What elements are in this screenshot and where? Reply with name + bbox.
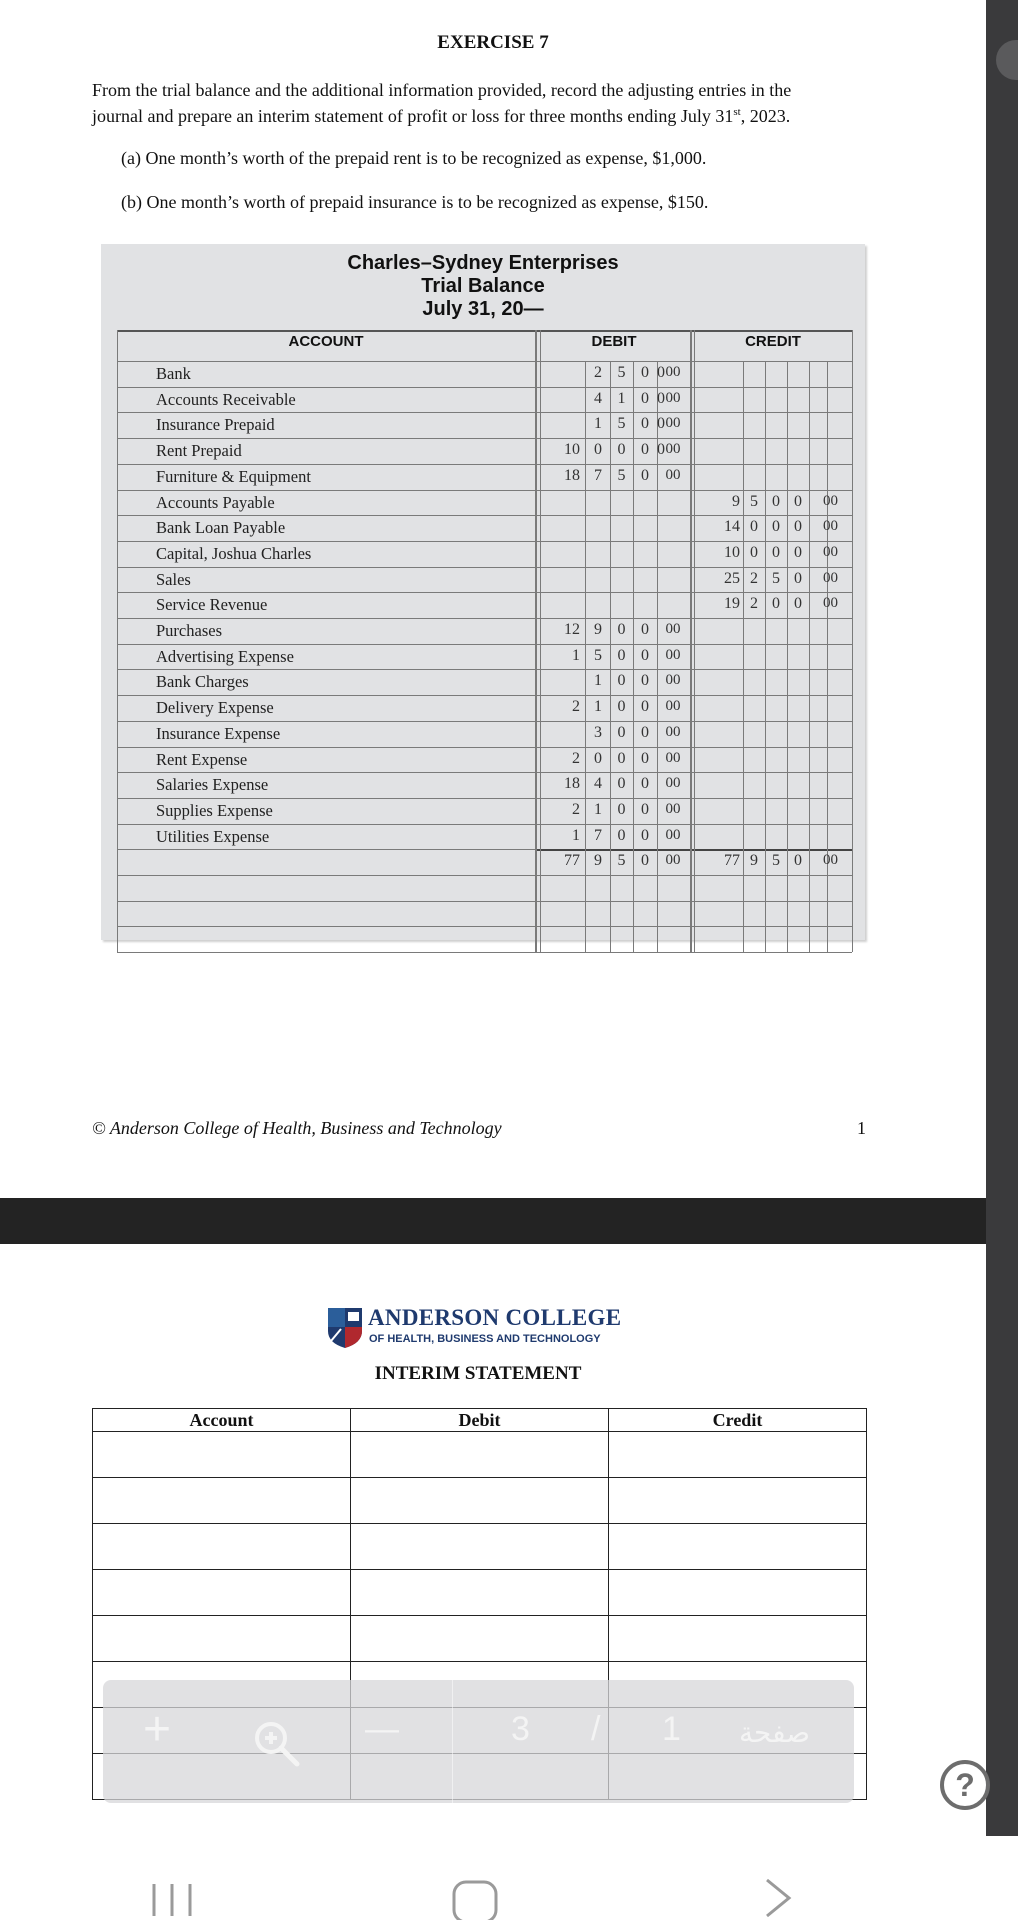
debit-cents: 00	[665, 672, 681, 689]
debit-digit: 0	[594, 441, 602, 459]
page-separator	[0, 1198, 986, 1244]
account-name: Rent Expense	[156, 749, 248, 769]
debit-amount: 1	[572, 646, 580, 664]
table-cell[interactable]	[93, 1524, 351, 1570]
credit-digit: 0	[772, 518, 780, 536]
credit-cents: 00	[823, 595, 838, 612]
account-column-header: ACCOUNT	[288, 333, 364, 350]
debit-digit: 1	[617, 389, 626, 407]
back-chevron-icon[interactable]	[763, 1878, 793, 1923]
grid-line	[117, 361, 852, 362]
account-name: Supplies Expense	[156, 800, 273, 820]
debit-digit: 0	[617, 646, 626, 664]
account-name: Utilities Expense	[156, 826, 270, 846]
account-name: Service Revenue	[156, 595, 268, 615]
grid-line	[535, 330, 537, 952]
debit-cents: 00	[665, 364, 681, 380]
grid-line	[117, 387, 852, 388]
grid-line	[117, 618, 852, 619]
grid-line	[117, 592, 852, 593]
table-row	[93, 1524, 867, 1570]
table-cell[interactable]	[351, 1570, 609, 1616]
credit-digit: 5	[750, 492, 758, 510]
home-icon[interactable]	[452, 1880, 498, 1925]
credit-digit: 2	[750, 569, 758, 587]
grid-line	[852, 330, 853, 952]
trial-balance-title: Trial Balance	[421, 275, 545, 297]
debit-column-header: DEBIT	[591, 333, 637, 350]
debit-digit: 9	[594, 852, 602, 870]
debit-digit: 0	[641, 698, 649, 716]
credit-digit: 9	[750, 852, 758, 870]
table-cell[interactable]	[351, 1524, 609, 1570]
account-name: Delivery Expense	[156, 698, 274, 718]
table-cell[interactable]	[609, 1616, 867, 1662]
table-cell[interactable]	[351, 1478, 609, 1524]
debit-digit: 0	[641, 646, 649, 664]
debit-cents: 00	[665, 852, 681, 869]
debit-digit: 0	[641, 441, 649, 459]
credit-amount: 9	[732, 492, 740, 510]
credit-digit: 0	[794, 543, 802, 561]
debit-digit: 0	[617, 698, 626, 716]
grid-line	[117, 926, 852, 927]
grid-line	[117, 875, 852, 876]
grid-line	[117, 901, 852, 902]
table-cell[interactable]	[609, 1432, 867, 1478]
grid-line	[117, 412, 852, 413]
debit-digit: 5	[617, 415, 626, 433]
debit-digit: 2	[594, 364, 602, 381]
account-name: Bank Loan Payable	[156, 518, 286, 538]
account-name: Rent Prepaid	[156, 441, 242, 461]
android-nav-bar	[0, 1836, 1018, 1918]
grid-line	[117, 541, 852, 542]
grid-line	[117, 644, 852, 645]
debit-cents: 00	[665, 621, 681, 637]
grid-line	[694, 330, 695, 952]
company-name: Charles–Sydney Enterprises	[347, 252, 619, 274]
debit-cents: 00	[665, 698, 681, 715]
table-cell[interactable]	[93, 1616, 351, 1662]
credit-cents: 00	[823, 543, 838, 560]
debit-digit: 1	[594, 698, 602, 716]
instructions-line-1: From the trial balance and the additional information provided, record the adjusting entries in the	[92, 80, 792, 100]
credit-digit: 0	[772, 543, 780, 561]
credit-digit: 0	[794, 595, 802, 613]
credit-amount: 10	[724, 543, 740, 561]
debit-digit: 7	[594, 466, 602, 484]
debit-digit: 0	[617, 672, 626, 690]
debit-digit: 5	[617, 852, 626, 870]
credit-amount: 19	[724, 595, 740, 613]
grid-line	[117, 515, 852, 516]
credit-amount: 14	[724, 518, 740, 536]
debit-amount: 10	[564, 441, 580, 459]
credit-header: Credit	[609, 1409, 867, 1432]
page-separator-slash: /	[591, 1710, 601, 1748]
debit-digit: 4	[594, 775, 602, 793]
debit-digit: 0	[641, 364, 649, 381]
account-name: Accounts Receivable	[156, 389, 296, 409]
credit-amount: 25	[724, 569, 740, 587]
grid-line	[117, 330, 118, 952]
interim-statement-title: INTERIM STATEMENT	[374, 1363, 582, 1384]
debit-digit: 0	[641, 415, 649, 433]
grid-line	[117, 669, 852, 670]
account-header: Account	[93, 1409, 351, 1432]
debit-cents: 00	[665, 826, 681, 843]
debit-digit: 7	[594, 826, 602, 844]
account-name: Salaries Expense	[156, 775, 269, 795]
college-subtitle: OF HEALTH, BUSINESS AND TECHNOLOGY	[369, 1333, 601, 1345]
debit-digit: 0	[594, 749, 602, 767]
debit-cents: 00	[665, 441, 681, 458]
help-button[interactable]: ?	[940, 1760, 990, 1810]
debit-digit: 1	[594, 415, 602, 433]
debit-cents: 00	[665, 723, 681, 740]
grid-line	[117, 695, 852, 696]
debit-amount: 2	[572, 698, 580, 716]
current-page[interactable]: 1	[662, 1710, 681, 1748]
account-name: Purchases	[156, 621, 222, 640]
table-row	[93, 1432, 867, 1478]
credit-digit: 0	[794, 492, 802, 510]
table-header-row	[93, 1409, 867, 1432]
college-name: ANDERSON COLLEGE	[368, 1305, 622, 1330]
exercise-title: EXERCISE 7	[437, 32, 549, 53]
debit-amount: 2	[572, 800, 580, 818]
credit-digit: 0	[750, 543, 758, 561]
debit-amount: 1	[572, 826, 580, 844]
account-name: Sales	[156, 569, 191, 589]
trial-balance-date: July 31, 20—	[422, 298, 544, 320]
instructions-line-2: journal and prepare an interim statement of profit or loss for three months ending July 31st, 2023.	[92, 106, 791, 126]
account-name: Insurance Prepaid	[156, 415, 275, 435]
account-name: Advertising Expense	[156, 646, 294, 666]
table-cell[interactable]	[609, 1570, 867, 1616]
adjustment-a: (a) One month’s worth of the prepaid rent is to be recognized as expense, $1,000.	[121, 148, 707, 168]
credit-digit: 0	[750, 518, 758, 536]
debit-cents: 00	[665, 389, 681, 406]
debit-digit: 0	[641, 672, 649, 690]
debit-digit: 0	[641, 466, 649, 484]
debit-digit: 0	[641, 723, 649, 741]
credit-digit: 5	[772, 852, 780, 870]
page-label: صفحة	[739, 1717, 811, 1748]
credit-amount: 77	[724, 852, 740, 870]
credit-cents: 00	[823, 569, 838, 586]
debit-digit: 0	[617, 441, 626, 459]
credit-digit: 0	[794, 569, 802, 587]
debit-amount: 18	[564, 775, 580, 793]
zoom-magnifier-icon[interactable]	[253, 1720, 305, 1777]
debit-digit: 9	[594, 621, 602, 638]
zoom-in-button[interactable]: +	[143, 1703, 172, 1756]
debit-digit: 0	[617, 723, 626, 741]
recent-apps-icon[interactable]	[150, 1882, 194, 1923]
debit-header: Debit	[351, 1409, 609, 1432]
debit-digit: 5	[617, 364, 626, 381]
college-logo-icon	[327, 1307, 363, 1354]
grid-line	[117, 824, 852, 825]
grid-line	[117, 464, 852, 465]
grid-line	[690, 330, 692, 952]
debit-digit: 0	[617, 621, 626, 638]
grid-line	[117, 490, 852, 491]
credit-digit: 0	[794, 518, 802, 536]
account-name: Bank	[156, 364, 191, 383]
account-name: Bank Charges	[156, 672, 249, 692]
debit-digit: 0	[641, 800, 649, 818]
debit-digit: 1	[594, 800, 602, 818]
debit-digit: 0	[617, 775, 626, 793]
debit-digit: 0	[641, 775, 649, 793]
debit-cents: 00	[665, 775, 681, 792]
credit-digit: 0	[794, 852, 802, 870]
table-cell[interactable]	[93, 1570, 351, 1616]
debit-amount: 77	[564, 852, 580, 870]
debit-digit: 3	[594, 723, 602, 741]
debit-digit: 0	[617, 749, 626, 767]
table-cell[interactable]	[609, 1478, 867, 1524]
debit-digit: 4	[594, 389, 602, 407]
credit-column-header: CREDIT	[745, 333, 801, 350]
debit-cents: 00	[665, 800, 681, 817]
grid-line	[117, 330, 852, 332]
credit-cents: 00	[823, 492, 838, 509]
debit-digit: 0	[641, 826, 649, 844]
table-cell[interactable]	[351, 1616, 609, 1662]
grid-line	[117, 567, 852, 568]
debit-cents: 00	[665, 415, 681, 432]
debit-amount: 18	[564, 466, 580, 484]
account-name: Insurance Expense	[156, 723, 281, 743]
debit-cents: 00	[665, 646, 681, 663]
grid-line	[117, 438, 852, 439]
zoom-out-button[interactable]: —	[365, 1710, 399, 1748]
debit-amount: 2	[572, 749, 580, 767]
account-name: Furniture & Equipment	[156, 466, 311, 486]
debit-digit: 0	[641, 852, 649, 870]
debit-digit: 0	[641, 749, 649, 767]
debit-digit: 0	[617, 800, 626, 818]
account-name: Capital, Joshua Charles	[156, 543, 312, 563]
instructions	[92, 79, 892, 127]
credit-digit: 0	[772, 492, 780, 510]
table-cell[interactable]	[93, 1432, 351, 1478]
adjustment-b: (b) One month’s worth of prepaid insurance is to be recognized as expense, $150.	[121, 192, 709, 212]
table-row	[93, 1616, 867, 1662]
debit-digit: 0	[641, 389, 649, 407]
table-row	[93, 1570, 867, 1616]
table-cell[interactable]	[351, 1432, 609, 1478]
grid-line	[117, 747, 852, 748]
debit-digit: 5	[617, 466, 626, 484]
viewer-side-strip	[986, 0, 1018, 1836]
page-number: 1	[857, 1118, 866, 1138]
pdf-viewer-toolbar	[103, 1680, 854, 1803]
table-cell[interactable]	[93, 1478, 351, 1524]
debit-digit: 5	[594, 646, 602, 664]
debit-cents: 00	[665, 749, 681, 766]
credit-cents: 00	[823, 518, 838, 535]
grid-line	[117, 772, 852, 773]
debit-digit: 1	[594, 672, 602, 690]
grid-line	[117, 721, 852, 722]
credit-digit: 5	[772, 569, 780, 587]
credit-cents: 00	[823, 852, 838, 869]
grid-line	[117, 952, 852, 953]
debit-cents: 00	[665, 466, 681, 483]
account-name: Accounts Payable	[156, 492, 275, 512]
grid-line	[117, 798, 852, 799]
debit-amount: 12	[564, 621, 580, 638]
table-row	[93, 1478, 867, 1524]
copyright-footer: © Anderson College of Health, Business and Technology	[92, 1118, 502, 1138]
debit-digit: 0	[617, 826, 626, 844]
table-cell[interactable]	[609, 1524, 867, 1570]
credit-digit: 2	[750, 595, 758, 613]
debit-digit: 0	[641, 621, 649, 638]
page-total: 3	[511, 1710, 530, 1748]
toolbar-divider	[452, 1680, 453, 1803]
credit-digit: 0	[772, 595, 780, 613]
